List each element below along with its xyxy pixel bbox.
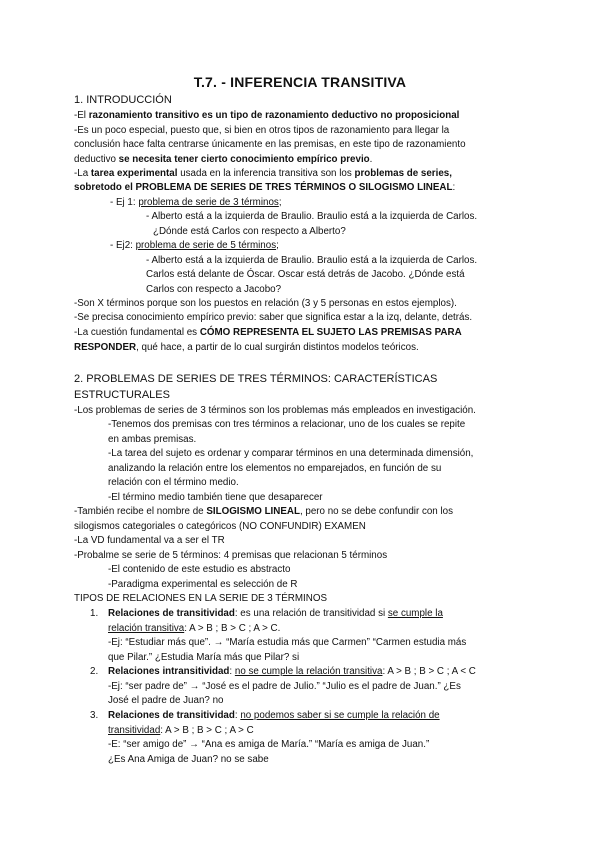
intro-line-10: RESPONDER, qué hace, a partir de lo cual surgirán distintos modelos teóricos.: [74, 342, 419, 353]
section-2-line-6: relación con el término medio.: [108, 477, 239, 488]
example-2-text-3: Carlos con respecto a Jacobo?: [146, 284, 282, 295]
section-2-line-1: -Los problemas de series de 3 términos son los problemas más empleados en investigación.: [74, 405, 476, 416]
example-2-label: - Ej2: problema de serie de 5 términos;: [110, 240, 279, 251]
intro-line-3: conclusión hace falta centrarse únicamente en las premisas, en este tipo de razonamiento: [74, 139, 466, 150]
section-2-heading-line-2: ESTRUCTURALES: [74, 389, 170, 401]
relation-types-heading: TIPOS DE RELACIONES EN LA SERIE DE 3 TÉRMINOS: [74, 593, 327, 604]
intro-line-1: -El razonamiento transitivo es un tipo de razonamiento deductivo no proposicional: [74, 110, 460, 121]
section-2-line-3: en ambas premisas.: [108, 434, 197, 445]
list-item-3-example-2: ¿Es Ana Amiga de Juan? no se sabe: [108, 754, 269, 765]
section-2-line-8: -También recibe el nombre de SILOGISMO LINEAL, pero no se debe confundir con los: [74, 506, 453, 517]
section-2-line-10: -La VD fundamental va a ser el TR: [74, 535, 225, 546]
example-1-label: - Ej 1: problema de serie de 3 términos;: [110, 197, 282, 208]
example-1-text-1: - Alberto está a la izquierda de Braulio. Braulio está a la izquierda de Carlos.: [146, 211, 478, 222]
example-2-text-1: - Alberto está a la izquierda de Braulio. Braulio está a la izquierda de Carlos.: [146, 255, 478, 266]
list-item-2-example-2: José el padre de Juan? no: [108, 695, 224, 706]
section-2-heading-line-1: 2. PROBLEMAS DE SERIES DE TRES TÉRMINOS: CARACTERÍSTICAS: [74, 373, 438, 385]
section-2-line-9: silogismos categoriales o categóricos (NO CONFUNDIR) EXAMEN: [74, 521, 366, 532]
section-2-line-2: -Tenemos dos premisas con tres términos a relacionar, uno de los cuales se repite: [108, 419, 466, 430]
intro-line-7: -Son X términos porque son los puestos en relación (3 y 5 personas en estos ejemplos).: [74, 298, 457, 309]
example-2-text-2: Carlos está delante de Óscar. Oscar está detrás de Jacobo. ¿Dónde está: [146, 269, 465, 280]
intro-line-9: -La cuestión fundamental es CÓMO REPRESENTA EL SUJETO LAS PREMISAS PARA: [74, 327, 462, 338]
list-item-1-example-2: que Pilar.” ¿Estudia María más que Pilar? si: [108, 652, 300, 663]
list-item-3-example-1: -E: “ser amigo de” → “Ana es amiga de María.” “María es amiga de Juan.”: [108, 739, 430, 750]
list-number-3: 3.: [90, 710, 99, 721]
section-2-line-4: -La tarea del sujeto es ordenar y comparar términos en una determinada dimensión,: [108, 448, 474, 459]
list-item-1-example-1: -Ej: “Estudiar más que”. → “María estudia más que Carmen” “Carmen estudia más: [108, 637, 467, 648]
section-2-line-12: -El contenido de este estudio es abstracto: [108, 564, 291, 575]
intro-line-8: -Se precisa conocimiento empírico previo: saber que significa estar a la izq, delante, detrás.: [74, 312, 473, 323]
example-1-text-2: ¿Dónde está Carlos con respecto a Alberto?: [153, 226, 346, 237]
section-1-heading: 1. INTRODUCCIÓN: [74, 94, 172, 106]
list-item-3-line-1: Relaciones de transitividad: no podemos saber si se cumple la relación de: [108, 710, 440, 721]
list-number-2: 2.: [90, 666, 99, 677]
list-item-1-line-2: relación transitiva: A > B ; B > C ; A > C.: [108, 623, 281, 634]
section-2-line-13: -Paradigma experimental es selección de R: [108, 579, 298, 590]
section-2-line-5: analizando la relación entre los elementos no emparejados, en función de su: [108, 463, 442, 474]
list-number-1: 1.: [90, 608, 99, 619]
section-2-line-7: -El término medio también tiene que desaparecer: [108, 492, 323, 503]
intro-line-2: -Es un poco especial, puesto que, si bien en otros tipos de razonamiento para llegar la: [74, 125, 450, 136]
section-2-line-11: -Probalme se serie de 5 términos: 4 premisas que relacionan 5 términos: [74, 550, 388, 561]
list-item-2-line-1: Relaciones intransitividad: no se cumple la relación transitiva: A > B ; B > C ; A < C: [108, 666, 476, 677]
page-title: T.7. - INFERENCIA TRANSITIVA: [193, 74, 407, 90]
list-item-1-line-1: Relaciones de transitividad: es una relación de transitividad si se cumple la: [108, 608, 443, 619]
intro-line-5: -La tarea experimental usada en la inferencia transitiva son los problemas de series,: [74, 168, 452, 179]
list-item-3-line-2: transitividad: A > B ; B > C ; A > C: [108, 725, 254, 736]
intro-line-6: sobretodo el PROBLEMA DE SERIES DE TRES TÉRMINOS O SILOGISMO LINEAL:: [74, 182, 456, 193]
list-item-2-example-1: -Ej: “ser padre de” → “José es el padre de Julio.” “Julio es el padre de Juan.” ¿Es: [108, 681, 461, 692]
intro-line-4: deductivo se necesita tener cierto conocimiento empírico previo.: [74, 154, 373, 165]
